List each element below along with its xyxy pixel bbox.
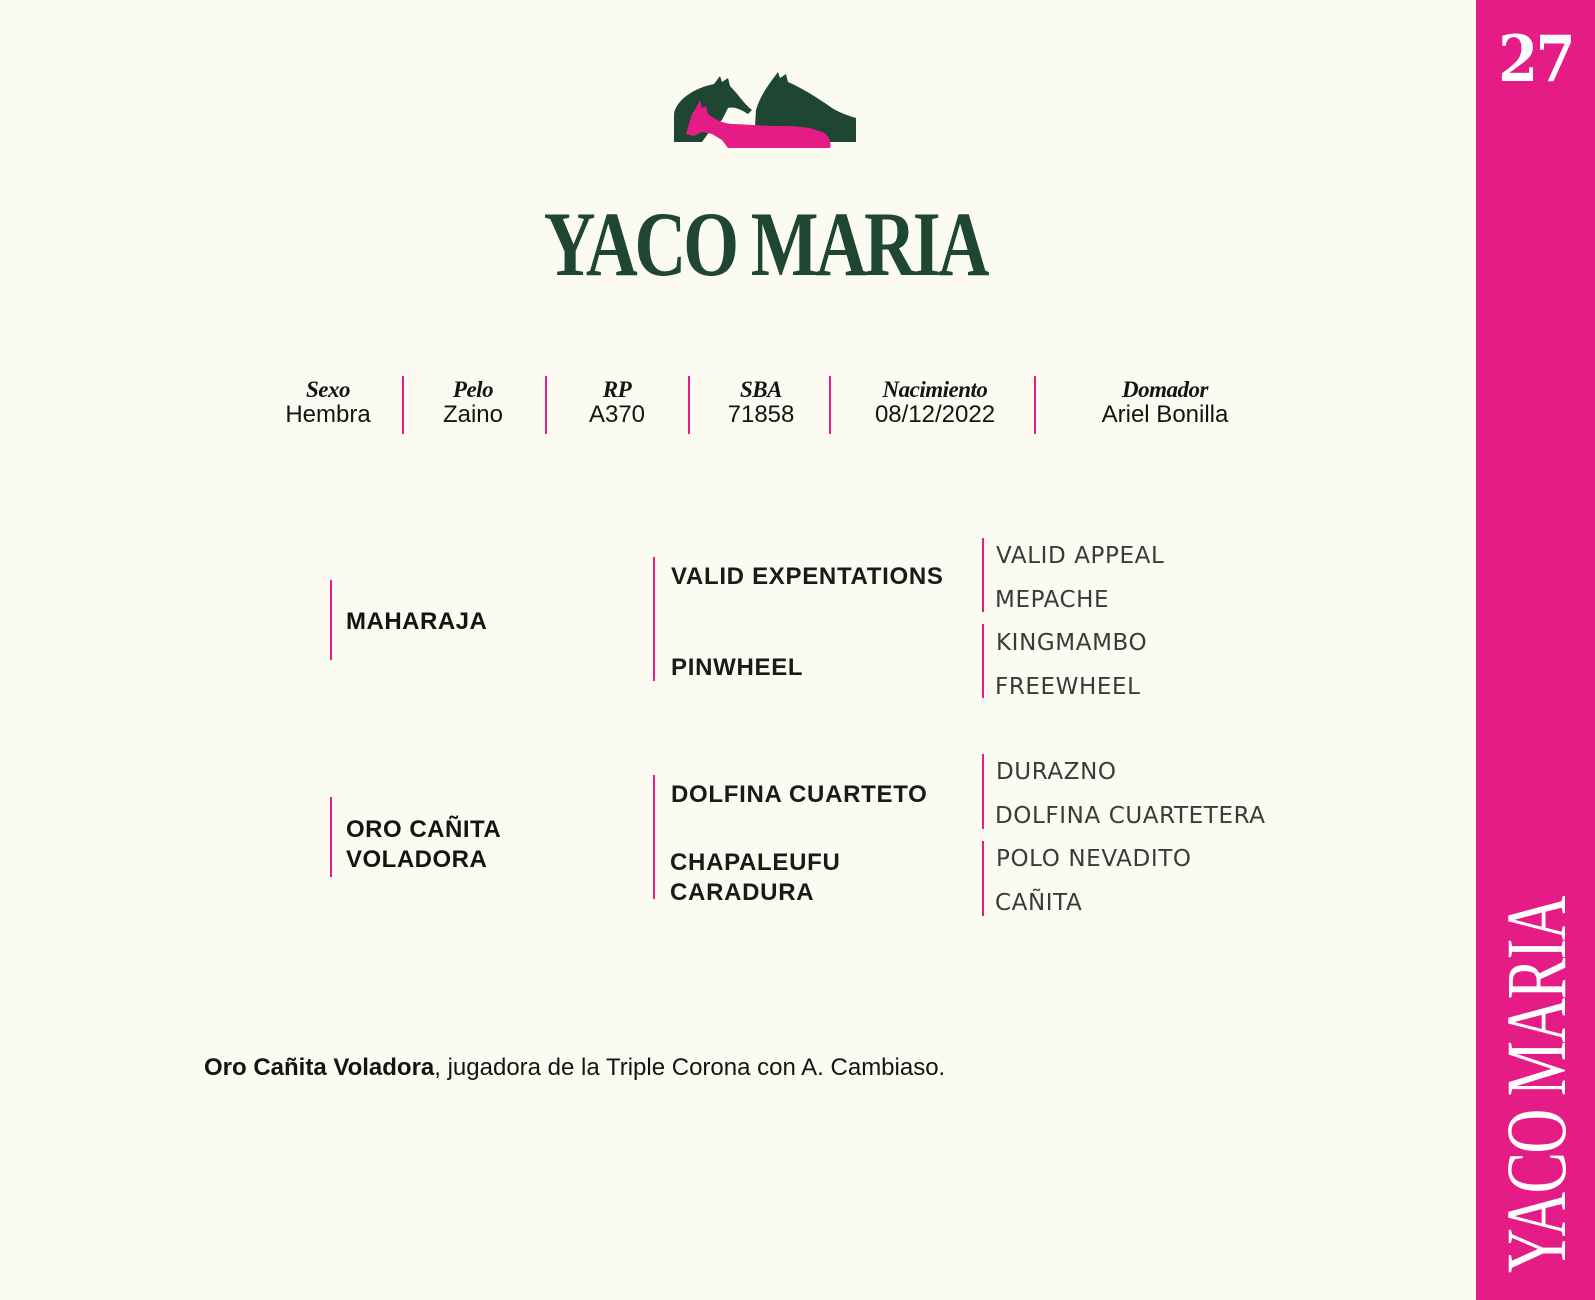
pedigree-sire-sire: VALID EXPENTATIONS (671, 563, 944, 590)
pedigree-divider (330, 797, 332, 877)
pedigree-dam-sire: DOLFINA CUARTETO (671, 781, 928, 808)
info-sexo-value: Hembra (285, 401, 371, 428)
pedigree-dam-line-2: VOLADORA (346, 846, 488, 873)
info-domador-value: Ariel Bonilla (1101, 401, 1229, 428)
page-number: 27 (1498, 22, 1573, 97)
info-divider (1034, 376, 1036, 434)
note-text (204, 1054, 945, 1082)
pedigree-dam-sire-sire: DURAZNO (996, 759, 1117, 785)
horses-logo-icon (672, 70, 858, 150)
pedigree-sire-sire-sire: VALID APPEAL (996, 543, 1165, 569)
note-rest: , jugadora de la Triple Corona con A. Cambiaso. (434, 1054, 946, 1081)
info-divider (829, 376, 831, 434)
side-horse-name: YACO MARIA (1488, 896, 1584, 1274)
info-nacimiento-label: Nacimiento (882, 377, 988, 402)
pedigree-dam-dam-dam: CAÑITA (995, 890, 1083, 916)
pedigree-sire-dam-dam: FREEWHEEL (995, 674, 1141, 700)
info-pelo (428, 378, 518, 428)
info-sba (715, 378, 807, 428)
pedigree-sire-dam: PINWHEEL (671, 654, 804, 681)
pedigree-dam-dam-sire: POLO NEVADITO (996, 846, 1192, 872)
pedigree-sire-dam-sire: KINGMAMBO (996, 630, 1148, 656)
horse-name-title: YACO MARIA (543, 193, 987, 295)
info-nacimiento-value: 08/12/2022 (874, 401, 996, 428)
pedigree-dam-dam-line-2: CARADURA (670, 879, 815, 906)
info-domador-label: Domador (1122, 377, 1208, 402)
pedigree-divider (982, 754, 984, 829)
info-sba-label: SBA (740, 377, 782, 402)
info-domador (1085, 378, 1245, 428)
info-rp-label: RP (602, 377, 632, 402)
pedigree-divider (653, 775, 655, 899)
note-bold: Oro Cañita Voladora (204, 1054, 435, 1081)
pedigree-dam-line-1: ORO CAÑITA (346, 816, 502, 843)
pedigree-divider (982, 841, 984, 916)
info-rp-value: A370 (588, 401, 646, 428)
info-nacimiento (860, 378, 1010, 428)
pedigree-dam-dam-line-1: CHAPALEUFU (670, 849, 841, 876)
pedigree-sire: MAHARAJA (346, 608, 488, 635)
info-divider (688, 376, 690, 434)
pedigree-dam-sire-dam: DOLFINA CUARTETERA (995, 803, 1266, 829)
pedigree-divider (653, 557, 655, 681)
pedigree-divider (330, 580, 332, 660)
info-pelo-value: Zaino (442, 401, 504, 428)
info-sexo-label: Sexo (306, 377, 350, 402)
pedigree-sire-sire-dam: MEPACHE (995, 587, 1110, 613)
info-divider (545, 376, 547, 434)
info-divider (402, 376, 404, 434)
info-pelo-label: Pelo (452, 377, 494, 402)
pedigree-divider (982, 538, 984, 612)
info-sexo (275, 378, 381, 428)
info-rp (572, 378, 662, 428)
pedigree-divider (982, 624, 984, 698)
info-sba-value: 71858 (727, 401, 795, 428)
